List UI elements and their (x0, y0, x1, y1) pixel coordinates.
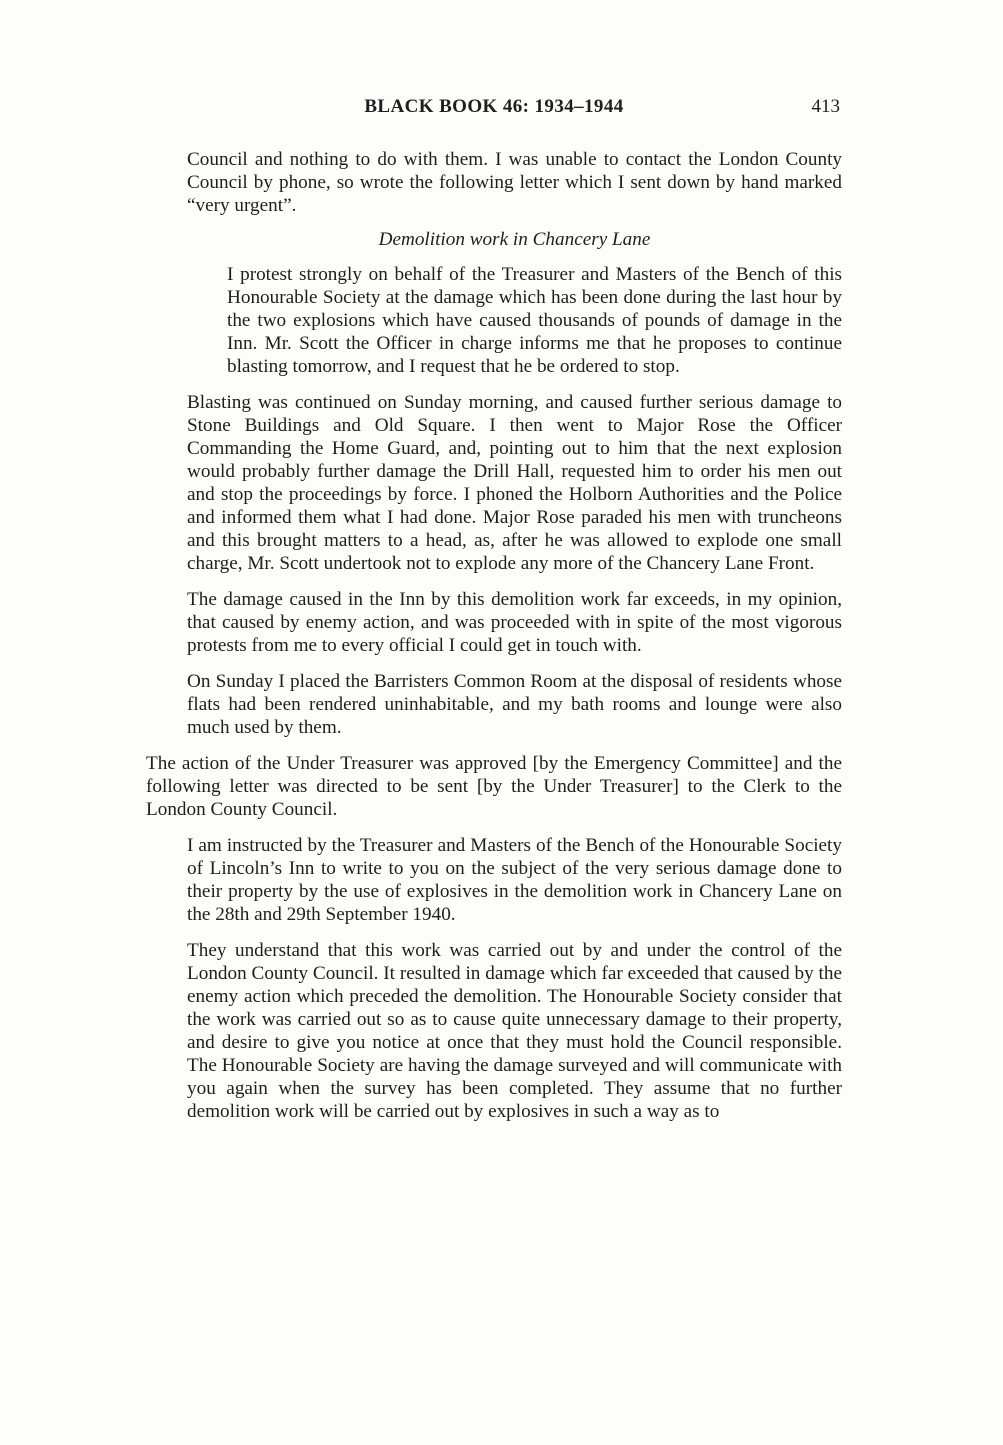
paragraph-sunday: On Sunday I placed the Barristers Common Room at the disposal of residents whose flats had been rendered uninhabitable, and my bath rooms and lounge were also much used by them. (187, 671, 842, 738)
running-head-title: BLACK BOOK 46: 1934–1944 (364, 96, 624, 117)
quoted-letter-instruction: I am instructed by the Treasurer and Masters of the Bench of the Honourable Society of Lincoln’s Inn to write to you on the subject of the very serious damage done to their property by the use of explosives in the demolition work in Chancery Lane on the 28th and 29th September 1940. (187, 835, 842, 925)
letter-heading: Demolition work in Chancery Lane (378, 229, 651, 250)
quoted-letter-responsibility: They understand that this work was carried out by and under the control of the London County Council. It resulted in damage which far exceeded that caused by the enemy action which preceded the demolition. The Honourable Society consider that the work was carried out so as to cause quite unnecessary damage to their property, and desire to give you notice at once that they must hold the Council responsible. The Honourable Society are having the damage surveyed and will communicate with you again when the survey has been completed. They assume that no further demolition work will be carried out by explosives in such a way as to (187, 940, 842, 1122)
paragraph-damage: The damage caused in the Inn by this demolition work far exceeds, in my opinion, that caused by enemy action, and was proceeded with in spite of the most vigorous protests from me to every official I could get in touch with. (187, 589, 842, 656)
paragraph-blasting: Blasting was continued on Sunday morning, and caused further serious damage to Stone Buildings and Old Square. I then went to Major Rose the Officer Commanding the Home Guard, and, pointing out to him that the next explosion would probably further damage the Drill Hall, requested him to order his men out and stop the proceedings by force. I phoned the Holborn Authorities and the Police and informed them what I had done. Major Rose paraded his men with truncheons and this brought matters to a head, as, after he was allowed to explode one small charge, Mr. Scott undertook not to explode any more of the Chancery Lane Front. (187, 392, 842, 574)
running-head (146, 96, 842, 124)
body-text (146, 148, 842, 1123)
quoted-letter-protest: I protest strongly on behalf of the Treasurer and Masters of the Bench of this Honourable Society at the damage which has been done during the last hour by the two explosions which have caused thousands of pounds of damage in the Inn. Mr. Scott the Officer in charge informs me that he proposes to continue blasting tomorrow, and I request that he be ordered to stop. (227, 264, 842, 377)
page-number: 413 (811, 96, 840, 117)
paragraph-committee-approval: The action of the Under Treasurer was approved [by the Emergency Committee] and the following letter was directed to be sent [by the Under Treasurer] to the Clerk to the London County Council. (146, 753, 842, 820)
paragraph-continued: Council and nothing to do with them. I was unable to contact the London County Council by phone, so wrote the following letter which I sent down by hand marked “very urgent”. (187, 149, 842, 216)
